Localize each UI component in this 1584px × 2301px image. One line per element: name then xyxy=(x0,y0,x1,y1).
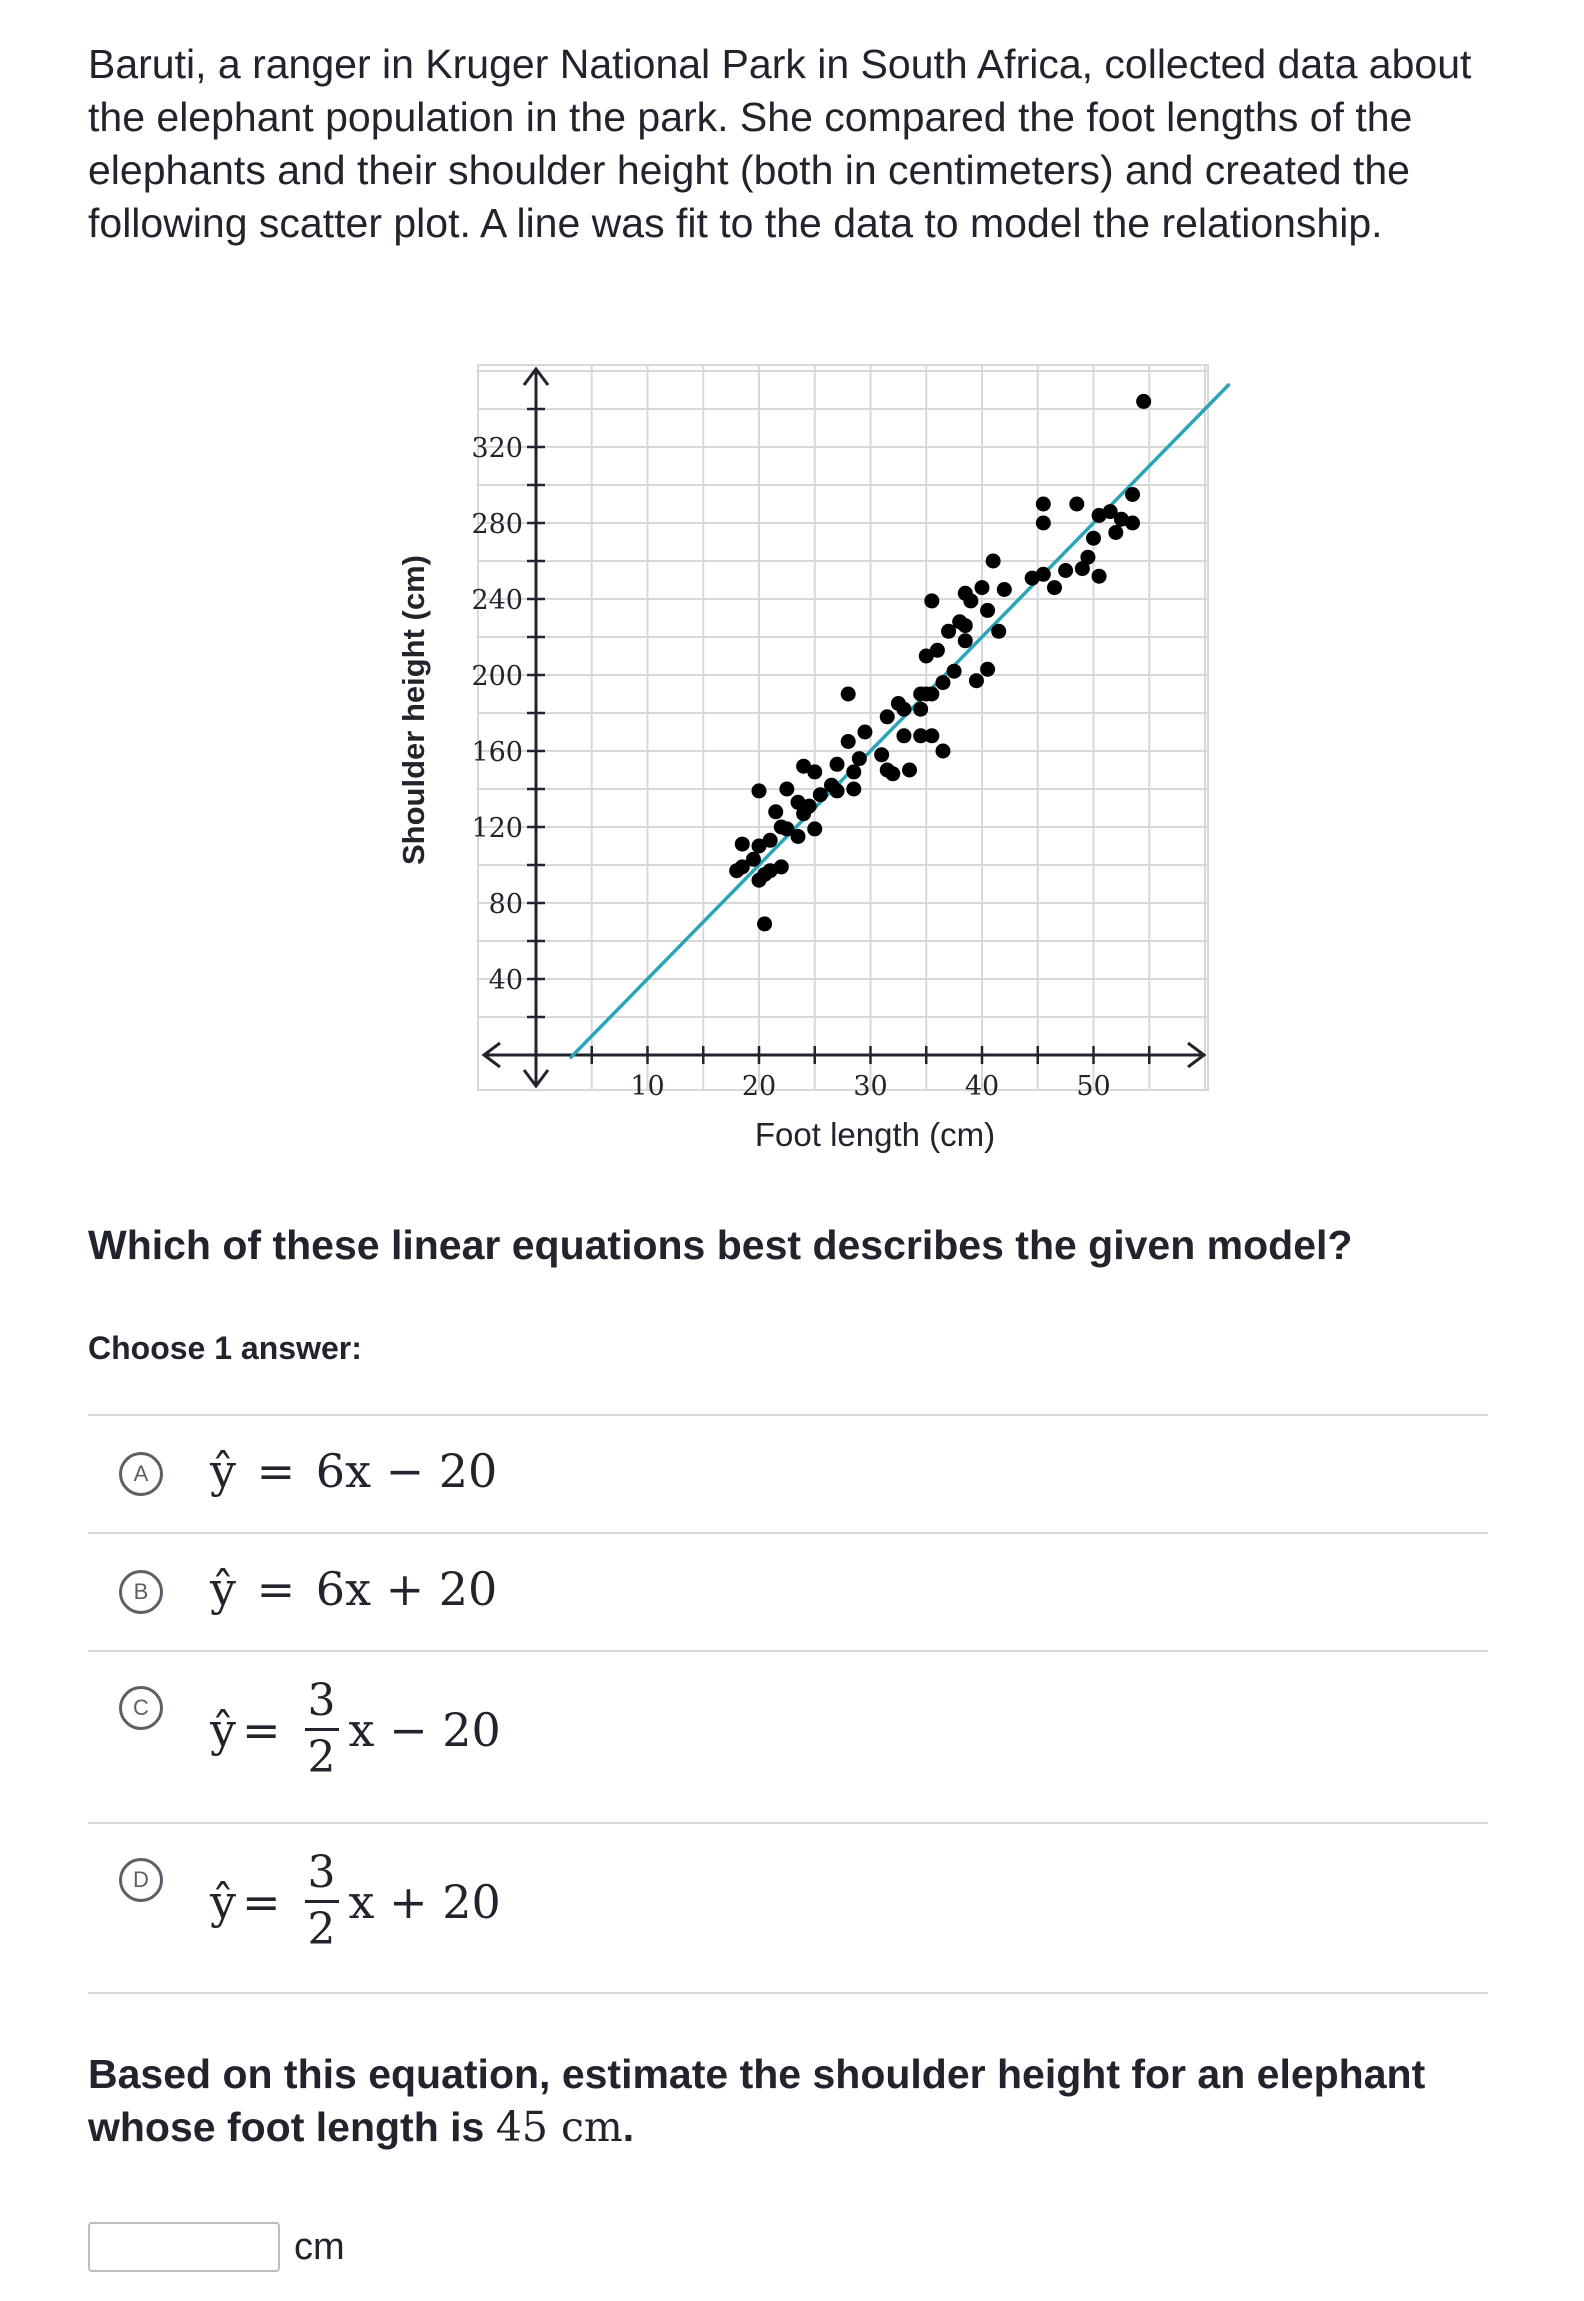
data-point xyxy=(841,734,856,749)
choice-a[interactable] xyxy=(88,1414,1488,1532)
x-tick-label: 50 xyxy=(1076,1071,1111,1102)
choice-b-equation xyxy=(210,1562,497,1616)
choice-c-badge: C xyxy=(119,1686,163,1730)
data-point xyxy=(841,687,856,702)
data-point xyxy=(807,821,822,836)
choice-a-rhs: 6x − 20 xyxy=(315,1444,498,1498)
choice-c-rhs: x − 20 xyxy=(348,1702,501,1757)
data-point xyxy=(980,603,995,618)
choice-c-fraction xyxy=(305,1675,339,1784)
question-2-period: . xyxy=(622,2104,635,2150)
y-axis-label: Shoulder height (cm) xyxy=(396,555,431,865)
data-point xyxy=(796,806,811,821)
data-point xyxy=(913,687,928,702)
choice-a-badge: A xyxy=(119,1452,163,1496)
data-point xyxy=(1058,563,1073,578)
data-point xyxy=(913,702,928,717)
data-point xyxy=(757,916,772,931)
y-tick-label: 80 xyxy=(488,889,523,920)
data-point xyxy=(924,593,939,608)
choice-c-numerator: 3 xyxy=(307,1675,336,1726)
data-point xyxy=(752,783,767,798)
x-axis-label: Foot length (cm) xyxy=(754,1116,996,1153)
data-point xyxy=(846,764,861,779)
data-point xyxy=(986,554,1001,569)
data-point xyxy=(1069,497,1084,512)
choice-a-rel: = xyxy=(256,1444,296,1498)
data-point xyxy=(1103,504,1118,519)
choose-label: Choose 1 answer: xyxy=(88,1330,362,1366)
data-point xyxy=(880,709,895,724)
choice-b[interactable] xyxy=(88,1532,1488,1650)
data-point xyxy=(1125,516,1140,531)
choice-d-fraction xyxy=(305,1847,339,1956)
question-2-value: 45 cm xyxy=(495,2103,623,2151)
data-point xyxy=(1136,394,1151,409)
plot-grid xyxy=(478,365,1208,1090)
choice-d-equation xyxy=(210,1847,501,1956)
data-point xyxy=(947,664,962,679)
data-point xyxy=(874,747,889,762)
answer-unit: cm xyxy=(294,2226,345,2268)
data-point xyxy=(729,863,744,878)
question-1: Which of these linear equations best describes the given model? xyxy=(88,1222,1353,1268)
data-point xyxy=(958,633,973,648)
y-tick-label: 120 xyxy=(471,813,523,844)
choice-a-lhs: ŷ xyxy=(210,1444,236,1498)
data-point xyxy=(1036,516,1051,531)
choice-d-lhs: ŷ xyxy=(210,1874,236,1929)
x-tick-label: 40 xyxy=(964,1071,1000,1102)
question-2 xyxy=(88,2048,1508,2154)
data-point xyxy=(813,787,828,802)
choice-d-rel: = xyxy=(242,1874,281,1929)
data-point xyxy=(1036,497,1051,512)
choice-b-lhs: ŷ xyxy=(210,1562,236,1616)
choice-d-badge: D xyxy=(119,1858,163,1902)
data-point xyxy=(1086,531,1101,546)
data-point xyxy=(941,624,956,639)
choice-d-numerator: 3 xyxy=(307,1847,336,1898)
data-point xyxy=(846,782,861,797)
data-point xyxy=(852,751,867,766)
fraction-bar xyxy=(305,1900,339,1903)
data-point xyxy=(752,873,767,888)
data-point xyxy=(935,675,950,690)
data-point xyxy=(1092,569,1107,584)
choice-b-rhs: 6x + 20 xyxy=(315,1562,498,1616)
data-point xyxy=(830,757,845,772)
x-tick-label: 20 xyxy=(741,1071,777,1102)
choice-b-badge: B xyxy=(119,1570,163,1614)
data-point xyxy=(735,837,750,852)
choice-c-denominator: 2 xyxy=(307,1732,336,1784)
answer-choices xyxy=(88,1414,1488,1994)
data-point xyxy=(807,764,822,779)
y-tick-label: 160 xyxy=(471,737,523,768)
data-points xyxy=(729,394,1151,932)
data-point xyxy=(997,582,1012,597)
y-tick-label: 280 xyxy=(471,509,523,540)
data-point xyxy=(774,859,789,874)
x-tick-label: 10 xyxy=(630,1071,665,1102)
choice-d[interactable] xyxy=(88,1822,1488,1994)
y-tick-label: 200 xyxy=(471,661,523,692)
data-point xyxy=(830,783,845,798)
choice-d-denominator: 2 xyxy=(307,1904,336,1956)
problem-intro: Baruti, a ranger in Kruger National Park in South Africa, collected data about the elephant population in the park. She compared the foot lengths of the elephants and their shoulder height (both in centimeters) and created the following scatter plot. A line was fit to the data to model the relationship. xyxy=(88,41,1472,246)
data-point xyxy=(1108,525,1123,540)
data-point xyxy=(752,839,767,854)
data-point xyxy=(969,673,984,688)
choice-c-equation xyxy=(210,1675,501,1784)
data-point xyxy=(1125,487,1140,502)
data-point xyxy=(958,618,973,633)
choice-c-rel: = xyxy=(242,1702,281,1757)
choice-b-rel: = xyxy=(256,1562,296,1616)
data-point xyxy=(1047,580,1062,595)
data-point xyxy=(857,725,872,740)
choice-c-lhs: ŷ xyxy=(210,1702,236,1757)
answer-input[interactable] xyxy=(88,2222,280,2272)
data-point xyxy=(885,766,900,781)
data-point xyxy=(991,624,1006,639)
data-point xyxy=(902,763,917,778)
data-point xyxy=(975,580,990,595)
data-point xyxy=(1036,567,1051,582)
data-point xyxy=(768,804,783,819)
choice-d-rhs: x + 20 xyxy=(348,1874,501,1929)
choice-a-equation xyxy=(210,1444,497,1498)
tick-labels xyxy=(471,433,1110,1102)
data-point xyxy=(896,702,911,717)
data-point xyxy=(913,728,928,743)
data-point xyxy=(1075,561,1090,576)
x-tick-label: 30 xyxy=(853,1071,888,1102)
question-2-text: Based on this equation, estimate the shoulder height for an elephant whose foot length is xyxy=(88,2051,1426,2150)
choice-c[interactable] xyxy=(88,1650,1488,1822)
data-point xyxy=(919,649,934,664)
y-tick-label: 320 xyxy=(471,433,523,464)
data-point xyxy=(963,593,978,608)
data-point xyxy=(896,728,911,743)
y-tick-label: 240 xyxy=(471,585,523,616)
data-point xyxy=(779,821,794,836)
data-point xyxy=(779,782,794,797)
fraction-bar xyxy=(305,1728,339,1731)
data-point xyxy=(980,662,995,677)
data-point xyxy=(935,744,950,759)
y-tick-label: 40 xyxy=(488,965,523,996)
plot-frame xyxy=(478,365,1208,1090)
